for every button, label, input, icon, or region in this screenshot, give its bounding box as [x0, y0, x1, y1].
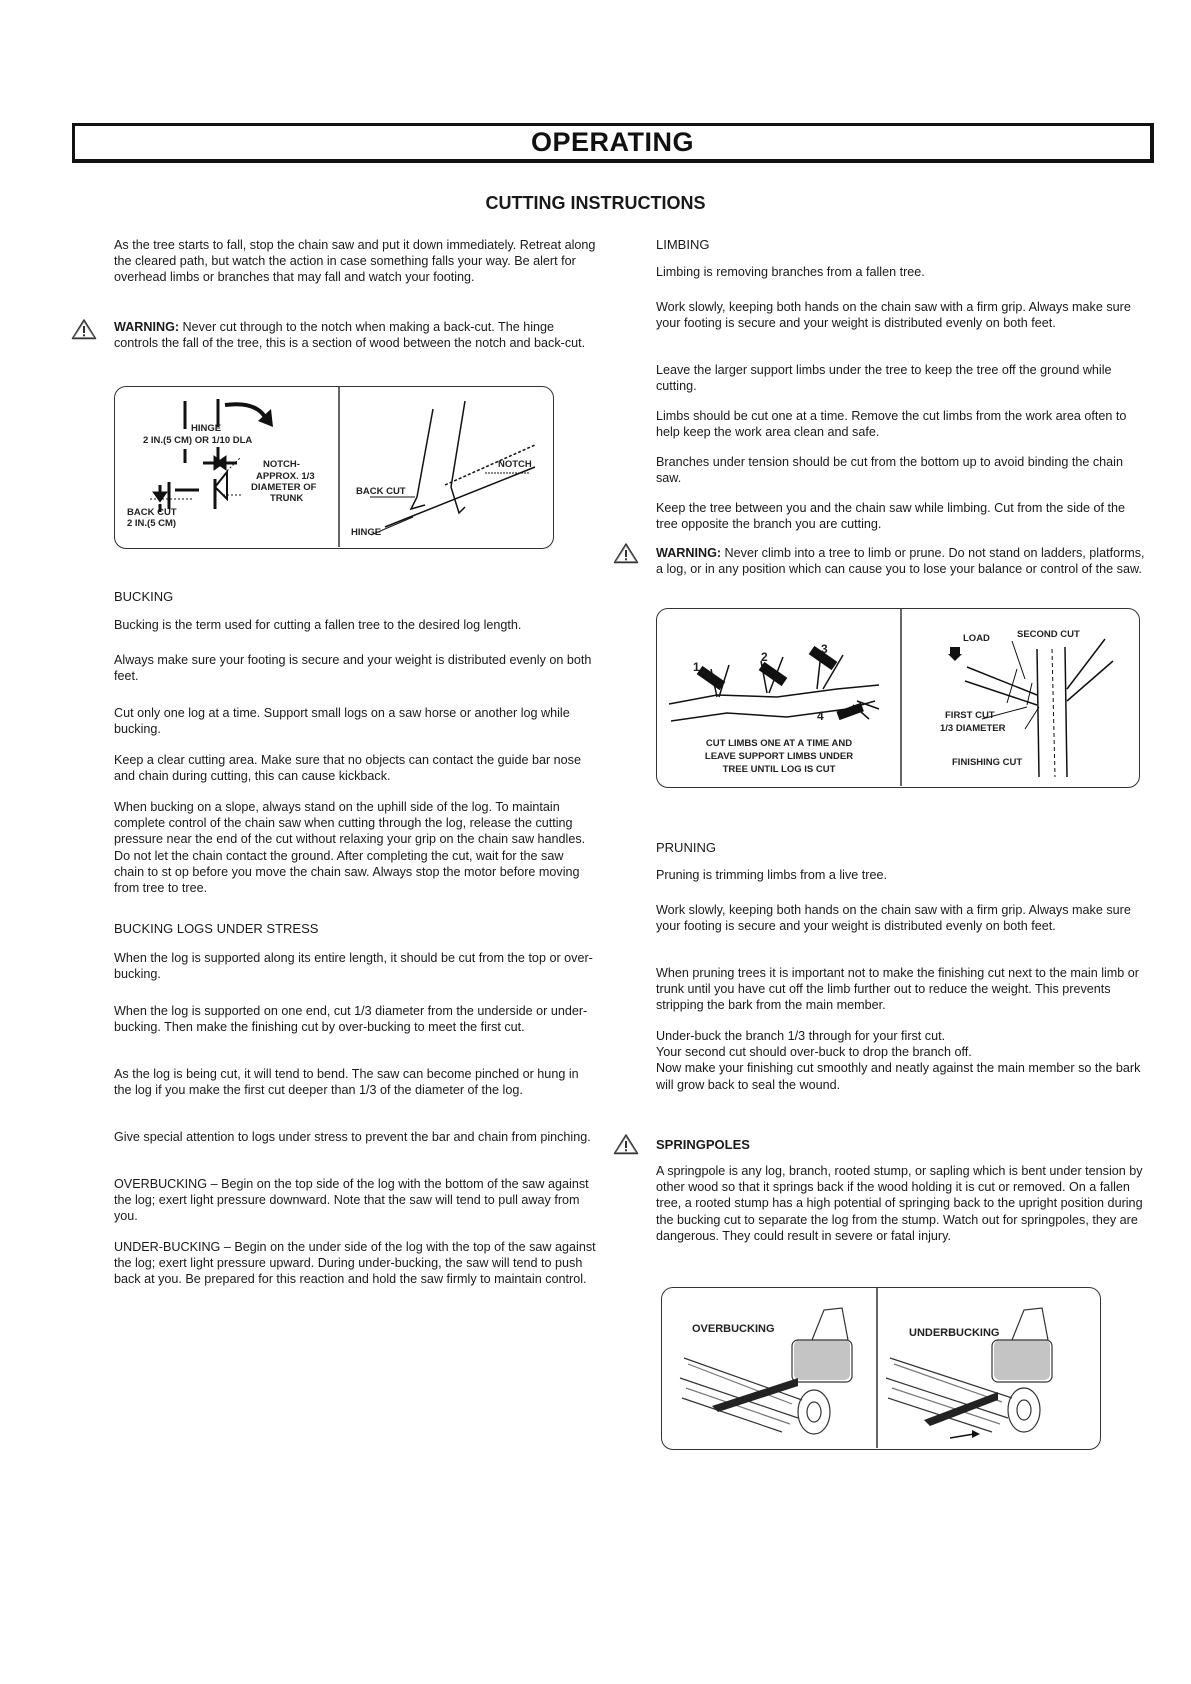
notch-right-label: NOTCH	[498, 459, 532, 470]
intro-paragraph	[114, 237, 596, 286]
limbing-para-1: Limbing is removing branches from a fallen tree.	[656, 265, 925, 279]
felling-figure	[114, 386, 554, 549]
limbing-caption-3: TREE UNTIL LOG IS CUT	[722, 764, 836, 775]
limbing-para-4: Limbs should be cut one at a time. Remove the cut limbs from the work area often to help keep the work area clean and safe.	[656, 409, 1127, 440]
fall-direction-arrow	[225, 404, 265, 417]
warning-icon	[613, 542, 639, 564]
notch-label-4: TRUNK	[270, 493, 304, 504]
limbing-para-6: Keep the tree between you and the chain saw while limbing. Cut from the side of the tree opposite the branch you are cutting.	[656, 501, 1126, 532]
limbing-para-2: Work slowly, keeping both hands on the chain saw with a firm grip. Always make sure your footing is secure and your weight is distributed evenly on both feet.	[656, 300, 1131, 331]
stress-para-1: When the log is supported along its entire length, it should be cut from the top or over-bucking.	[114, 951, 593, 982]
limbing-heading: LIMBING	[656, 237, 710, 252]
felling-warning	[114, 319, 596, 351]
stress-para-6: UNDER-BUCKING – Begin on the under side of the log with the top of the saw against the log; exert light pressure upward. During under-bucking, the saw will tend to push back at you. Be prepared for this reaction and hold the saw firmly to maintain control.	[114, 1240, 596, 1287]
backcut-label: BACK CUT	[127, 507, 177, 518]
notch-label-2: APPROX. 1/3	[256, 471, 315, 482]
stress-para-5: OVERBUCKING – Begin on the top side of the log with the bottom of the saw against the log; exert light pressure downward. Note that the saw will tend to pull away from you.	[114, 1177, 589, 1224]
stress-para-4: Give special attention to logs under stress to prevent the bar and chain from pinching.	[114, 1130, 591, 1144]
backcut-dimension-label: 2 IN.(5 CM)	[127, 518, 177, 529]
pruning-para-3: When pruning trees it is important not to make the finishing cut next to the main limb or trunk until you have cut off the limb further out to reduce the weight. This prevents stripping the bark from the main member.	[656, 966, 1139, 1013]
finishing-cut-label: FINISHING CUT	[952, 757, 1023, 768]
load-label: LOAD	[963, 633, 990, 644]
pruning-step-1: Under-buck the branch 1/3 through for your first cut.	[656, 1029, 946, 1043]
pruning-step-2: Your second cut should over-buck to drop the branch off.	[656, 1045, 972, 1060]
springpoles-heading: SPRINGPOLES	[656, 1137, 750, 1152]
warning-label: WARNING:	[114, 320, 180, 334]
warning-text: Never cut through to the notch when making a back-cut. The hinge controls the fall of the tree, this is a section of wood between the notch and back-cut.	[114, 320, 586, 351]
bucking-para-4: Keep a clear cutting area. Make sure that no objects can contact the guide bar nose and chain during cutting, this can cause kickback.	[114, 753, 581, 784]
second-cut-label: SECOND CUT	[1017, 629, 1080, 640]
springpoles-text: A springpole is any log, branch, rooted stump, or sapling which is bent under tension by other wood so that it springs back if the wood holding it is cut or removed. On a fallen tree, a rooted stump has a high potential of springing back to the upright position during the bucking cut to separate the log from the stump. Watch out for springpoles, they are dangerous. They could result in severe or fatal injury.	[656, 1164, 1143, 1243]
limb-number-3: 3	[821, 642, 828, 656]
section-title: OPERATING	[530, 127, 694, 157]
hinge-right-label: HINGE	[351, 527, 382, 538]
hinge-dimension-label: 2 IN.(5 CM) OR 1/10 DLA	[143, 435, 253, 446]
underbucking-label: UNDERBUCKING	[909, 1327, 1000, 1339]
bucking-para-5: When bucking on a slope, always stand on the uphill side of the log. To maintain complete control of the chain saw when cutting through the log, release the cutting pressure near the end of the cut without relaxing your grip on the chain saw handles. Do not let the chain contact the ground. After completing the cut, wait for the saw chain to st op before you move the chain saw. Always stop the motor before moving from tree to tree.	[114, 800, 586, 896]
bucking-para-1: Bucking is the term used for cutting a fallen tree to the desired log length.	[114, 618, 522, 632]
warning-icon	[613, 1133, 639, 1155]
hinge-label: HINGE	[191, 423, 222, 434]
pruning-step-3: Now make your finishing cut smoothly and neatly against the main member so the bark will grow back to seal the wound.	[656, 1061, 1141, 1092]
pruning-steps	[656, 1028, 1146, 1093]
stress-para-3: As the log is being cut, it will tend to bend. The saw can become pinched or hung in the log if you make the first cut deeper than 1/3 of the diameter of the log.	[114, 1067, 579, 1098]
limb-number-4: 4	[817, 709, 824, 723]
limb-number-1: 1	[693, 660, 700, 674]
notch-label-3: DIAMETER OF	[251, 482, 317, 493]
limbing-para-5: Branches under tension should be cut from the bottom up to avoid binding the chain saw.	[656, 455, 1123, 486]
section-banner	[72, 123, 1154, 163]
limbing-caption-1: CUT LIMBS ONE AT A TIME AND	[705, 738, 853, 749]
bucking-para-3: Cut only one log at a time. Support small logs on a saw horse or another log while bucking.	[114, 706, 570, 737]
pruning-heading: PRUNING	[656, 840, 716, 855]
overbucking-label: OVERBUCKING	[692, 1323, 775, 1335]
backcut-right-label: BACK CUT	[356, 486, 406, 497]
pruning-para-2: Work slowly, keeping both hands on the chain saw with a firm grip. Always make sure your footing is secure and your weight is distributed evenly on both feet.	[656, 903, 1131, 934]
warning-icon	[71, 318, 97, 340]
limb-number-2: 2	[761, 650, 768, 664]
first-cut-label: FIRST CUT	[945, 710, 995, 721]
limbing-warning	[656, 545, 1146, 577]
stress-heading: BUCKING LOGS UNDER STRESS	[114, 921, 319, 936]
notch-label-1: NOTCH-	[263, 459, 300, 470]
bucking-figure	[661, 1287, 1101, 1450]
diameter-label: 1/3 DIAMETER	[940, 723, 1006, 734]
page-subtitle: CUTTING INSTRUCTIONS	[485, 193, 706, 213]
warning-text: Never climb into a tree to limb or prune. Do not stand on ladders, platforms, a log, or in any position which can cause you to lose your balance or control of the saw.	[656, 546, 1145, 577]
stress-para-2: When the log is supported on one end, cut 1/3 diameter from the underside or under-bucking. Then make the finishing cut by over-bucking to meet the first cut.	[114, 1004, 588, 1035]
limbing-para-3: Leave the larger support limbs under the tree to keep the tree off the ground while cutting.	[656, 363, 1112, 394]
underbucking-bar	[924, 1392, 998, 1426]
load-arrow	[948, 654, 962, 661]
pruning-para-1: Pruning is trimming limbs from a live tree.	[656, 868, 887, 882]
bucking-para-2: Always make sure your footing is secure and your weight is distributed evenly on both feet.	[114, 653, 592, 684]
trunk-diagram	[169, 399, 218, 509]
bucking-section	[114, 589, 596, 605]
limbing-caption-2: LEAVE SUPPORT LIMBS UNDER	[704, 751, 854, 762]
bucking-heading: BUCKING	[114, 589, 174, 604]
warning-label: WARNING:	[656, 546, 722, 560]
intro-text: As the tree starts to fall, stop the chain saw and put it down immediately. Retreat along the cleared path, but watch the action in case something falls your way. Be alert for overhead limbs or branches that may fall and watch your footing.	[114, 238, 596, 285]
limbing-figure	[656, 608, 1140, 788]
